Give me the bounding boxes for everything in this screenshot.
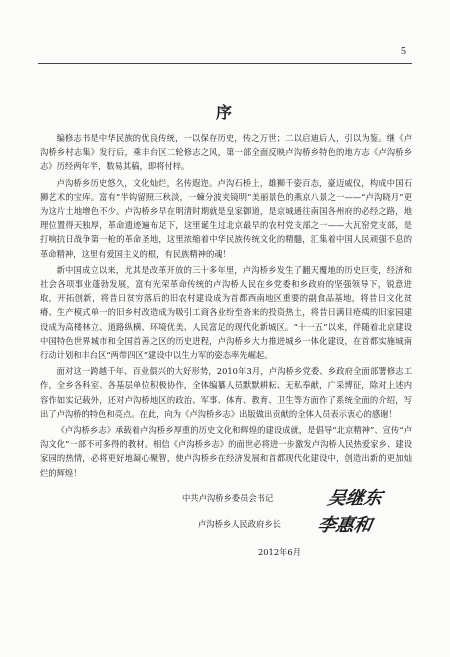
header-rule (38, 63, 412, 64)
township-head-signature: 李惠和 (315, 515, 374, 536)
paragraph-2: 卢沟桥乡历史悠久，文化灿烂，名传遐迩。卢沟石桥上，雄狮千姿百态，豪迈威仪，构成中国石狮艺术的宝库。富有“半钩留照三秋淡，一蝀分波夹镜明”美丽景色的燕京八景之一——“卢沟晓月”更为这片土地增色不少。卢沟桥乡早在明清时期就是皇家御道，是京城通往南国各州府的必经之路，地理位置得天独厚，革命遗迹遍布足下，这里诞生过北京最早的农村党支部之一——大瓦窑党支部，是打响抗日战争第一枪的革命圣地，这里浓缩着中华民族传统文化的精髓，汇集着中国人民顽强不息的革命精神，这里有爱国主义的根，有民族精神的魂！ (40, 177, 412, 259)
paragraph-5: 《卢沟桥乡志》承载着卢沟桥乡厚重的历史文化和辉煌的建设成就，是倡导“北京精神”、宣传“卢沟文化”一部不可多得的教材。相信《卢沟桥乡志》的面世必将进一步激发卢沟桥人民热爱家乡、建设家园的热情，必将更好地凝心聚智，使卢沟桥乡在经济发展和首都现代化建设中，创造出新的更加灿烂的辉煌！ (40, 425, 412, 478)
paragraph-4: 面对这一跨越千年、百业俱兴的大好形势，2010年3月，卢沟桥乡党委、乡政府全面部署修志工作，全乡各科室、各基层单位积极协作，全体编纂人员默默耕耘、无私奉献，广采博征，除对上述内容作如实记载外，还对卢沟桥地区的政治、军事、体育、教育、卫生等方面作了系统全面的介绍，写出了卢沟桥的特色和亮点。在此，向为《卢沟桥乡志》出版做出贡献的全体人员表示衷心的感谢！ (40, 366, 412, 419)
township-head-title: 卢沟桥乡人民政府乡长 (198, 519, 281, 529)
party-secretary-title: 中共卢沟桥乡委员会书记 (182, 493, 274, 503)
page-title: 序 (215, 103, 234, 122)
preface-body (40, 131, 412, 482)
paragraph-3: 新中国成立以来，尤其是改革开放的三十多年里，卢沟桥乡发生了翻天覆地的历史巨变，经济和社会各项事业蓬勃发展，富有光荣革命传统的卢沟桥人民在乡党委和乡政府的坚强领导下，锐意进取，开拓创新，将昔日贫穷落后的旧农村建设成为首都西南地区重要的副食品基地，将昔日文化贫瘠、生产模式单一的旧乡村改造成为吸引工商各业纷至沓来的投资热土，将昔日满目疮痍的旧家园建设成为高楼林立、道路纵横、环境优美、人民富足的现代化新城区。“十一五”以来，伴随着北京建设中国特色世界城市和全国首善之区的历史进程，卢沟桥乡大力推进城乡一体化建设，在首都实施城南行动计划和丰台区“两带四区”建设中以生力军的姿态率先崛起。 (40, 264, 412, 361)
paragraph-1: 编修志书是中华民族的优良传统，一以保存历史，传之万世；二以启迪后人，引以为鉴。继《卢沟桥乡村志集》发行后，乘丰台区二轮修志之风，第一部全面反映卢沟桥乡特色的地方志《卢沟桥乡志》历经两年半，数易其稿，即将付梓。 (40, 133, 412, 172)
page-number: 5 (401, 46, 406, 57)
party-secretary-signature: 吴继东 (325, 488, 384, 509)
date-line: 2012年6月 (258, 547, 301, 557)
